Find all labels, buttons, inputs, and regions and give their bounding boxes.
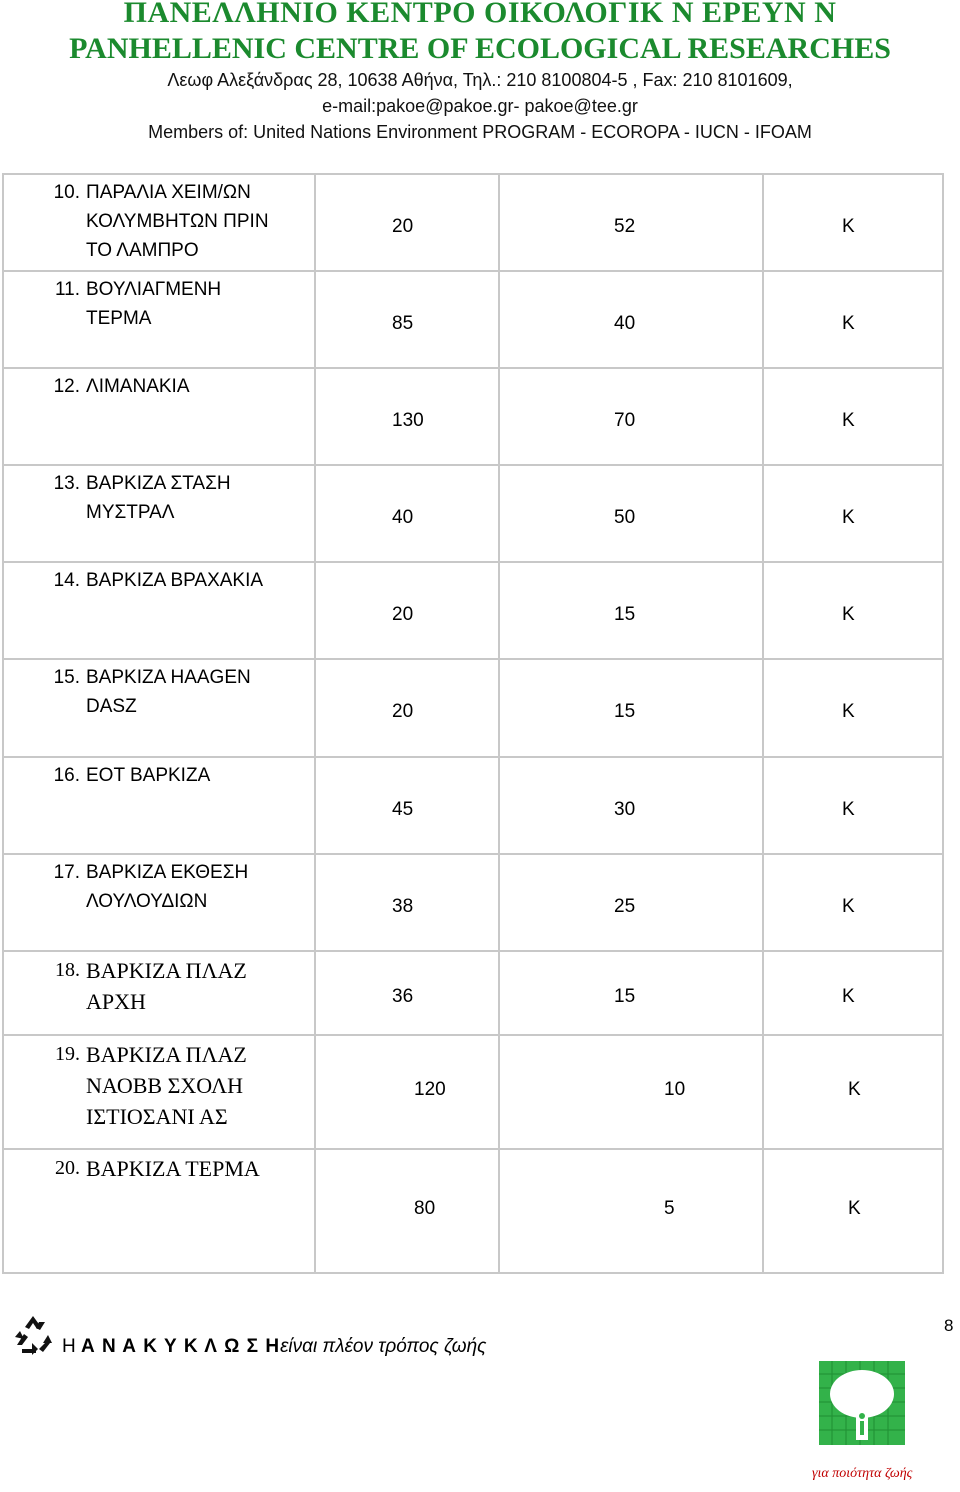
classification-cell (763, 562, 943, 659)
row-number: 18. (55, 959, 80, 981)
value-b: 15 (614, 701, 636, 722)
value-b: 5 (664, 1198, 675, 1219)
location-cell (3, 368, 315, 465)
value-b: 15 (614, 986, 636, 1007)
value-b: 52 (614, 216, 636, 237)
table-row (3, 562, 943, 659)
org-address: Λεωφ Αλεξάνδρας 28, 10638 Αθήνα, Τηλ.: 210 8100804-5 , Fax: 210 8101609, (167, 70, 793, 90)
org-memberships: Members of: United Nations Environment PROGRAM - ECOROPA - IUCN - IFOAM (148, 122, 812, 142)
org-title-english: PANHELLENIC CENTRE OF ECOLOGICAL RESEARCHES (69, 32, 891, 65)
classification-cell (763, 1149, 943, 1273)
value-b: 10 (664, 1079, 686, 1100)
row-number: 17. (53, 862, 80, 883)
value-a-cell (315, 368, 499, 465)
value-b-cell (499, 174, 763, 271)
value-a: 20 (392, 216, 414, 237)
location-cell (3, 465, 315, 562)
tree-logo-icon (818, 1360, 906, 1446)
classification: Κ (842, 313, 855, 334)
location-cell (3, 271, 315, 368)
table-row (3, 854, 943, 951)
location-name: ΠΑΡΑΛΙΑ ΧΕΙΜ/ΩΝ ΚΟΛΥΜΒΗΤΩΝ ΠΡΙΝ ΤΟ ΛΑΜΠΡΟ (86, 182, 269, 261)
classification: Κ (842, 701, 855, 722)
value-a-cell (315, 1035, 499, 1149)
location-cell (3, 174, 315, 271)
row-number: 15. (53, 667, 80, 688)
table-row (3, 1035, 943, 1149)
value-b: 40 (614, 313, 636, 334)
table-row (3, 465, 943, 562)
value-a-cell (315, 1149, 499, 1273)
value-a: 36 (392, 986, 414, 1007)
value-b-cell (499, 659, 763, 757)
row-number: 12. (53, 376, 80, 397)
location-name: ΛΙΜΑΝΑΚΙΑ (86, 376, 190, 397)
value-b-cell (499, 465, 763, 562)
classification-cell (763, 465, 943, 562)
slogan-italic: είναι πλέον τρόπος ζωής (280, 1336, 487, 1357)
beach-measurements-table (2, 173, 944, 1274)
classification: Κ (848, 1079, 861, 1100)
value-a-cell (315, 271, 499, 368)
classification: Κ (842, 507, 855, 528)
value-a-cell (315, 854, 499, 951)
recycling-slogan (62, 1336, 486, 1358)
value-a: 38 (392, 896, 414, 917)
location-cell (3, 951, 315, 1035)
value-a-cell (315, 757, 499, 854)
row-number: 16. (53, 765, 80, 786)
value-b-cell (499, 562, 763, 659)
table-row (3, 368, 943, 465)
value-a-cell (315, 562, 499, 659)
location-name: ΒΑΡΚΙΖΑ ΒΡΑΧΑΚΙΑ (86, 570, 264, 591)
table-row (3, 174, 943, 271)
table-row (3, 271, 943, 368)
value-a-cell (315, 951, 499, 1035)
page-number: 8 (944, 1316, 954, 1335)
location-name: ΒΑΡΚΙΖΑ ΠΛΑΖ ΑΡΧΗ (86, 958, 247, 1014)
value-a: 85 (392, 313, 414, 334)
classification: Κ (842, 216, 855, 237)
org-title-greek: ΠΑΝΕΛΛΗΝΙΟ ΚΕΝΤΡΟ ΟΙΚΟΛΟΓΙΚ Ν ΕΡΕΥΝ Ν (123, 0, 837, 29)
value-b-cell (499, 368, 763, 465)
location-name: ΒΑΡΚΙΖΑ ΠΛΑΖ ΝΑΟΒΒ ΣΧΟΛΗ ΙΣΤΙΟΣΑΝΙ ΑΣ (86, 1042, 247, 1129)
value-a: 40 (392, 507, 414, 528)
value-b-cell (499, 757, 763, 854)
value-b-cell (499, 271, 763, 368)
value-b-cell (499, 951, 763, 1035)
value-a-cell (315, 465, 499, 562)
row-number: 11. (54, 279, 80, 300)
value-a: 20 (392, 604, 414, 625)
value-a-cell (315, 174, 499, 271)
classification-cell (763, 951, 943, 1035)
location-cell (3, 1035, 315, 1149)
classification-cell (763, 271, 943, 368)
classification-cell (763, 659, 943, 757)
classification: Κ (842, 799, 855, 820)
location-name: ΒΑΡΚΙΖΑ ΕΚΘΕΣΗ ΛΟΥΛΟΥΔΙΩΝ (86, 862, 249, 912)
location-cell (3, 562, 315, 659)
classification-cell (763, 757, 943, 854)
row-number: 13. (53, 473, 80, 494)
classification: Κ (842, 604, 855, 625)
location-cell (3, 659, 315, 757)
logo-caption: για ποιότητα ζωής (812, 1466, 913, 1481)
location-name: ΒΑΡΚΙΖΑ ΣΤΑΣΗ ΜΥΣΤΡΑΛ (86, 473, 231, 523)
value-a: 130 (392, 410, 424, 431)
value-a-cell (315, 659, 499, 757)
classification-cell (763, 1035, 943, 1149)
value-a: 120 (414, 1079, 446, 1100)
row-number: 10. (53, 182, 80, 203)
value-a: 45 (392, 799, 414, 820)
value-b: 25 (614, 896, 636, 917)
location-name: ΒΑΡΚΙΖΑ HAAGEN DASZ (86, 667, 251, 717)
classification-cell (763, 174, 943, 271)
recycling-icon (12, 1313, 54, 1355)
value-a: 20 (392, 701, 414, 722)
value-b: 15 (614, 604, 636, 625)
location-name: ΒΟΥΛΙΑΓΜΕΝΗ ΤΕΡΜΑ (86, 279, 222, 329)
row-number: 19. (55, 1043, 80, 1065)
classification: Κ (842, 410, 855, 431)
table-row (3, 659, 943, 757)
value-b: 50 (614, 507, 636, 528)
slogan-bold: Α Ν Α Κ Υ Κ Λ Ω Σ Η (81, 1336, 281, 1357)
classification: Κ (842, 986, 855, 1007)
value-b: 70 (614, 410, 636, 431)
table-row (3, 1149, 943, 1273)
location-name: ΒΑΡΚΙΖΑ ΤΕΡΜΑ (86, 1156, 260, 1181)
row-number: 20. (55, 1157, 80, 1179)
table-row (3, 757, 943, 854)
value-b-cell (499, 854, 763, 951)
classification: Κ (842, 896, 855, 917)
location-cell (3, 1149, 315, 1273)
value-b-cell (499, 1035, 763, 1149)
classification-cell (763, 854, 943, 951)
org-email: e-mail:pakoe@pakoe.gr- pakoe@tee.gr (322, 96, 638, 116)
classification-cell (763, 368, 943, 465)
table-row (3, 951, 943, 1035)
row-number: 14. (53, 570, 80, 591)
classification: Κ (848, 1198, 861, 1219)
location-name: ΕΟΤ ΒΑΡΚΙΖΑ (86, 765, 211, 786)
value-b: 30 (614, 799, 636, 820)
location-cell (3, 757, 315, 854)
value-a: 80 (414, 1198, 436, 1219)
location-cell (3, 854, 315, 951)
value-b-cell (499, 1149, 763, 1273)
slogan-prefix: Η (62, 1336, 81, 1357)
